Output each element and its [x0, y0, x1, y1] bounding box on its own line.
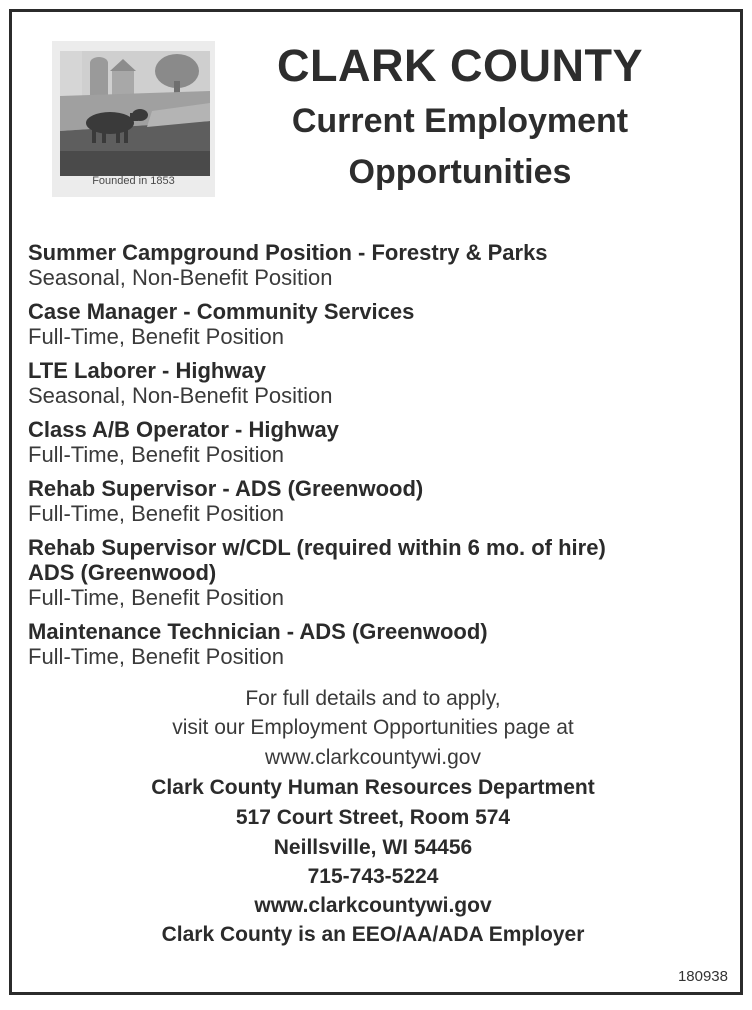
- subtitle-line-2: Opportunities: [348, 153, 572, 191]
- hr-department: Clark County Human Resources Department: [151, 776, 595, 799]
- job-title-continued: ADS (Greenwood): [28, 560, 217, 585]
- job-type: Seasonal, Non-Benefit Position: [28, 265, 333, 290]
- job-item: [28, 476, 718, 527]
- job-title: Class A/B Operator - Highway: [28, 417, 339, 442]
- apply-line-2: visit our Employment Opportunities page at: [172, 716, 574, 739]
- website-link[interactable]: www.clarkcountywi.gov: [254, 894, 492, 917]
- phone-number[interactable]: 715-743-5224: [307, 865, 439, 888]
- job-list: [28, 240, 718, 678]
- subtitle-line-1: Current Employment: [291, 102, 629, 140]
- job-type: Full-Time, Benefit Position: [28, 442, 284, 467]
- job-item: [28, 535, 718, 611]
- job-title: LTE Laborer - Highway: [28, 358, 266, 383]
- job-title: Maintenance Technician - ADS (Greenwood): [28, 619, 488, 644]
- county-logo: [52, 41, 215, 197]
- job-item: [28, 240, 718, 291]
- job-title: Case Manager - Community Services: [28, 299, 415, 324]
- street-address: 517 Court Street, Room 574: [235, 806, 511, 829]
- farm-scene-icon: [52, 41, 215, 197]
- job-type: Full-Time, Benefit Position: [28, 644, 284, 669]
- job-title: Summer Campground Position - Forestry & Parks: [28, 240, 548, 265]
- job-item: [28, 358, 718, 409]
- job-type: Full-Time, Benefit Position: [28, 501, 284, 526]
- ad-number: 180938: [677, 968, 728, 985]
- job-type: Full-Time, Benefit Position: [28, 324, 284, 349]
- job-item: [28, 619, 718, 670]
- job-type: Seasonal, Non-Benefit Position: [28, 383, 333, 408]
- logo-caption: Founded in 1853: [92, 175, 175, 187]
- job-title: Rehab Supervisor w/CDL (required within 6 mo. of hire): [28, 535, 606, 560]
- city-state-zip: Neillsville, WI 54456: [273, 836, 473, 859]
- apply-website-link[interactable]: www.clarkcountywi.gov: [265, 746, 481, 769]
- apply-line-1: For full details and to apply,: [245, 687, 501, 710]
- county-title: CLARK COUNTY: [277, 40, 643, 91]
- job-title: Rehab Supervisor - ADS (Greenwood): [28, 476, 424, 501]
- job-type: Full-Time, Benefit Position: [28, 585, 284, 610]
- eeo-statement: Clark County is an EEO/AA/ADA Employer: [161, 923, 585, 946]
- job-item: [28, 417, 718, 468]
- job-item: [28, 299, 718, 350]
